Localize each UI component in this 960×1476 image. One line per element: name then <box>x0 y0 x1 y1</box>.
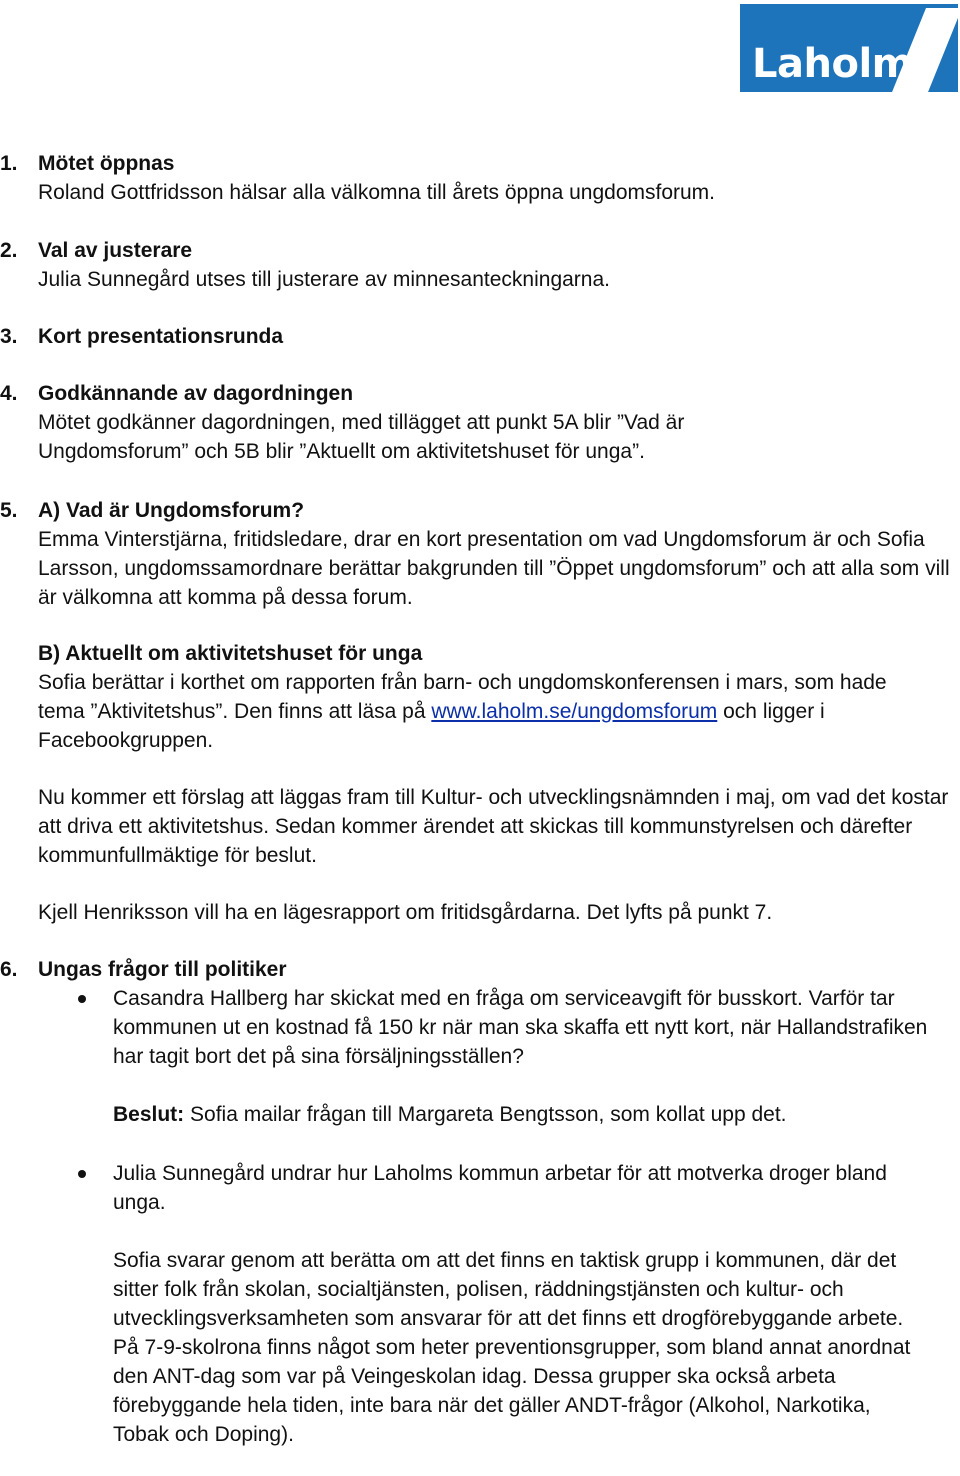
item-number: 4. <box>0 382 18 405</box>
bullet-text: Casandra Hallberg har skickat med en fråga om serviceavgift för busskort. Varför tar kommunen ut en kostnad få 150 kr när man ska skaffa ett nytt kort, när Hallandstrafiken har tagit bort det på sina försäljningsställen? <box>113 987 928 1068</box>
bullet-icon <box>78 995 86 1003</box>
item-text: Julia Sunnegård utses till justerare av minnesanteckningarna. <box>38 268 610 291</box>
item-heading: Kort presentationsrunda <box>38 325 284 348</box>
item-heading: Godkännande av dagordningen <box>38 382 354 405</box>
section-heading: B) Aktuellt om aktivitetshuset för unga <box>38 642 423 665</box>
decision-text: Sofia mailar frågan till Margareta Bengtsson, som kollat upp det. <box>184 1103 787 1126</box>
text-before-link: Sofia berättar i korthet om rapporten från barn- och ungdomskonferensen i mars, som hade tema ”Aktivitetshus”. Den finns att läsa på <box>38 671 887 723</box>
item-number: 2. <box>0 239 18 262</box>
item-text: Roland Gottfridsson hälsar alla välkomna till årets öppna ungdomsforum. <box>38 181 716 204</box>
decision <box>113 1100 955 1129</box>
item-number: 5. <box>0 499 18 522</box>
item-heading: Val av justerare <box>38 239 193 262</box>
bullet-icon <box>78 1170 86 1178</box>
paragraph: Nu kommer ett förslag att läggas fram till Kultur- och utvecklingsnämnden i maj, om vad det kostar att driva ett aktivitetshus. Sedan kommer ärendet att skickas till kommunstyrelsen och därefter kommunfullmäktige för beslut. <box>38 786 949 867</box>
section-text <box>38 668 938 755</box>
bullet-text: Julia Sunnegård undrar hur Laholms kommun arbetar för att motverka droger bland unga. <box>113 1162 887 1214</box>
decision-label: Beslut: <box>113 1103 185 1126</box>
item-heading: A) Vad är Ungdomsforum? <box>38 499 305 522</box>
item-number: 3. <box>0 325 18 348</box>
item-text: Emma Vinterstjärna, fritidsledare, drar en kort presentation om vad Ungdomsforum är och Sofia Larsson, ungdomssamordnare berättar bakgrunden till ”Öppet ungdomsforum” och att alla som vill är välkomna att komma på dessa forum. <box>38 528 950 609</box>
item-number: 1. <box>0 152 18 175</box>
laholm-logo <box>740 4 958 92</box>
item-number: 6. <box>0 958 18 981</box>
logo-text: Laholm <box>752 41 913 87</box>
item-heading: Mötet öppnas <box>38 152 175 175</box>
item-text: Mötet godkänner dagordningen, med tillägget att punkt 5A blir ”Vad är Ungdomsforum” och 5B blir ”Aktuellt om aktivitetshuset för unga”. <box>38 411 685 463</box>
text-after-link: och ligger i Facebookgruppen. <box>38 700 825 752</box>
ungdomsforum-link[interactable]: www.laholm.se/ungdomsforum <box>431 700 718 723</box>
item-heading: Ungas frågor till politiker <box>38 958 287 981</box>
answer-text: Sofia svarar genom att berätta om att det finns en taktisk grupp i kommunen, där det sitter folk från skolan, socialtjänsten, polisen, räddningstjänsten och kultur- och utvecklingsverksamheten som ansvarar för att det finns ett drogförebyggande arbete. På 7-9-skolrona finns något som heter preventionsgrupper, som bland annat anordnat den ANT-dag som var på Veingeskolan idag. Dessa grupper ska också arbeta förebyggande hela tiden, inte bara när det gäller ANDT-frågor (Alkohol, Narkotika, Tobak och Doping). <box>113 1249 911 1446</box>
paragraph: Kjell Henriksson vill ha en lägesrapport om fritidsgårdarna. Det lyfts på punkt 7. <box>38 901 773 924</box>
